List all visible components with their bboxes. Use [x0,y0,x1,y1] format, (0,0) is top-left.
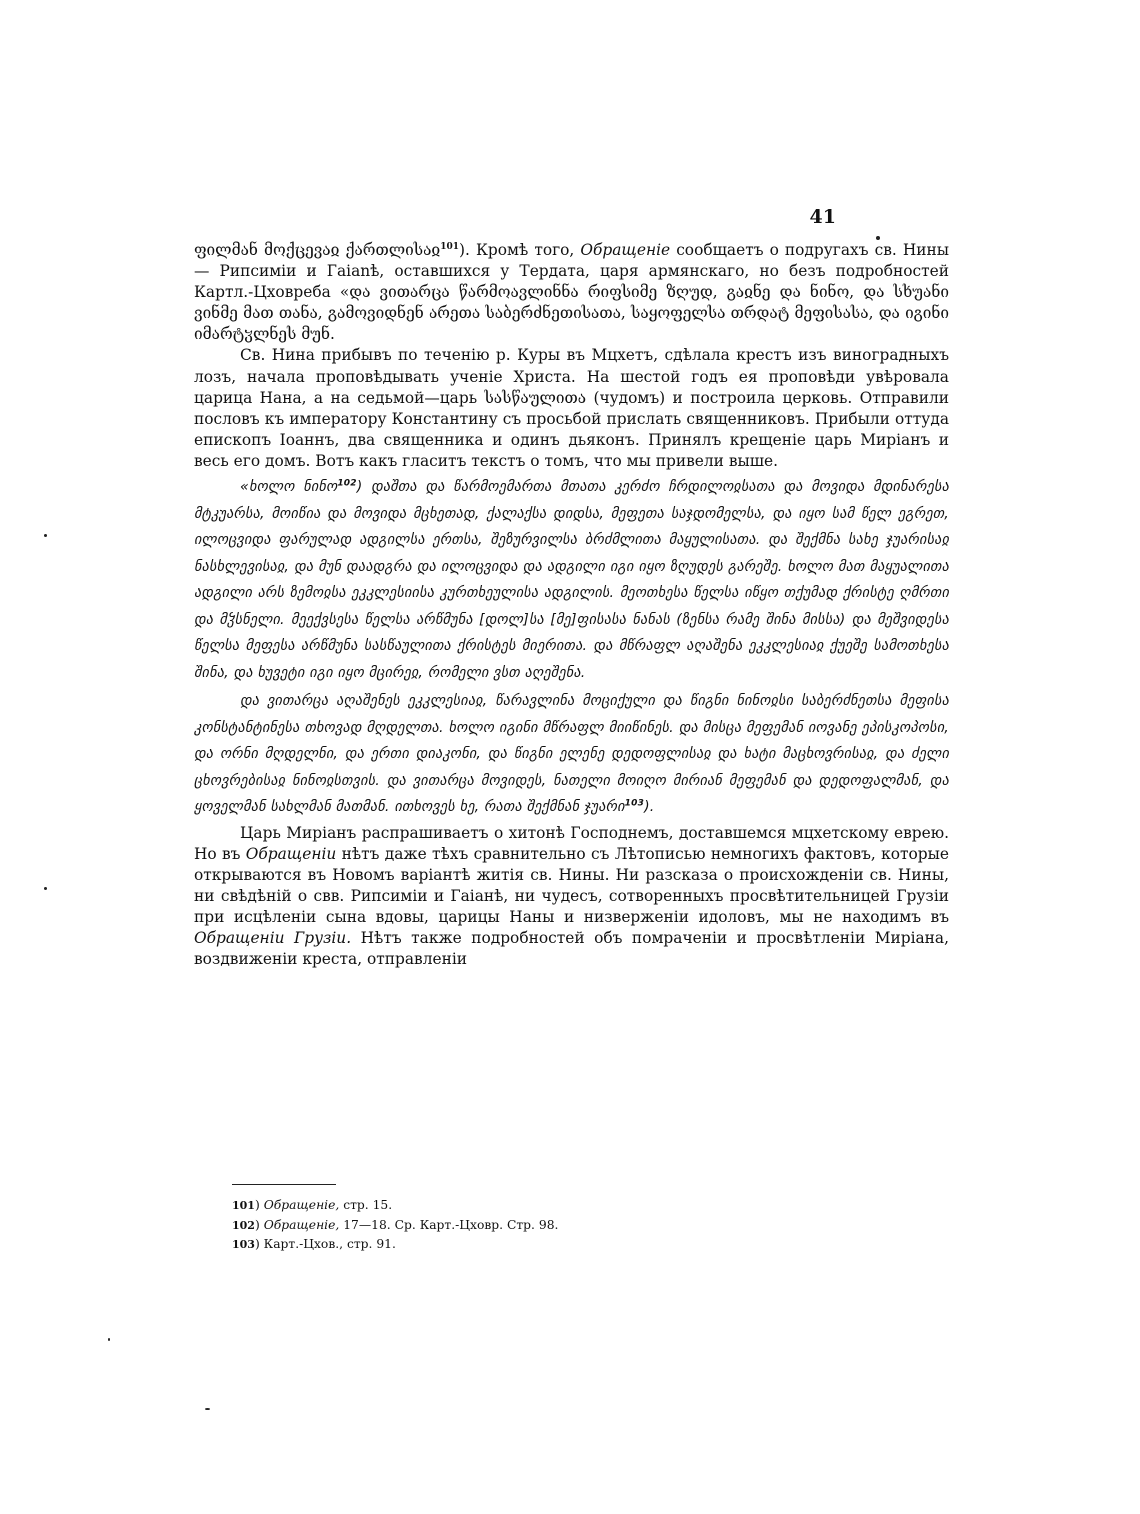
footnote-ref: 103 [624,798,645,809]
scan-speck [205,1408,210,1410]
footnote-number: 101 [232,1199,255,1212]
text-run: сообщаетъ о подругахъ св. Нины — Рипсимiи и Гаianѣ, оставшихся у Тердата, царя армянскаго, но безъ подробностей Картл.-Цховреба « [194,241,950,302]
footnote [232,1216,832,1236]
paragraph [194,823,949,971]
scan-speck [876,236,880,240]
paragraph [194,345,949,472]
georgian-text: «ხოლო ნინო [240,479,338,496]
text-run: Царь Миріанъ распрашиваетъ о хитонѣ Господнемъ, доставшемся мцхетскому еврею. Но въ [194,823,949,863]
text-run: ). Кромѣ того, [459,241,581,259]
footnote-ref: 102 [337,478,357,489]
italic-title: Обращеніи [245,844,337,863]
georgian-quote-paragraph [194,474,949,686]
text-run: ) [254,1217,264,1232]
text-run: ) Карт.-Цхов., стр. 91. [254,1237,396,1251]
footnote-ref: 101 [440,241,460,252]
italic-title: Обращеніе, [263,1217,340,1232]
body-text [194,240,949,970]
page-number: 41 [809,206,836,228]
georgian-text: ) დაშთა და წარმოემართა მთათა კერძო ჩრდილოჲსათა და მოვიდა მდინარესა მტკუარსა, მოიწია და მოვიდა მცხეთად, ქალაქსა დიდსა, მეფეთა საჯდომელსა, და იყო სამ წელ ეგრეთ, ილოცვიდა ფარულად ადგილსა ერთსა, შეზურვილსა ბრძმლითა მაყულისათა. და შექმნა სახე ჯუარისაჲ ნასხლევისაჲ, და მუნ დაადგრა და ილოცვიდა და ადგილი იგი იყო ზღუდეს გარეშე. ხოლო მათ მაყუალითა ადგილი არს ზემოჲსა ეკკლესიისა კურთხეულისა ადგილის. მეოთხესა წელსა იწყო თქუმად ქრისტე ღმრთი და მჴსნელი. მეექვსესა წელსა არწმუნა [დოლ]სა [მე]ფისასა ნანას (ზენსა რამე შინა მისსა) და მეშვიდესა წელსა მეფესა არწმუნა სასწაულითა ქრისტეს მიერითა. და მწრაფლ აღაშენა ეკკლესიაჲ ქუეშე სამოთხესა შინა, და ხუვეტი იგი იყო მცირეჲ, რომელი ვსთ აღეშენა. [194,479,949,681]
footnote-separator [232,1184,336,1185]
scan-speck [108,1338,110,1341]
footnote-number: 102 [232,1218,255,1232]
text-run: ) [254,1198,264,1212]
text-run: стр. 15. [339,1198,393,1212]
scan-speck [44,887,47,890]
footnote [232,1235,832,1255]
footnotes [232,1196,832,1255]
footnote [232,1196,832,1216]
georgian-text: და ვითარცა წარმოავლინნა რიფსიმე ზღუდ, გაჲნე და ნინო, და სხუანი ვინმე მათ თანა, გამოვიდნენ არეთა საბერძნეთისათა, საყოფელსა თრდატ მეფისასა, და იგინი იმარტჳლნეს მუნ. [194,283,949,344]
italic-title: Обращеніи Грузіи. [194,929,352,947]
footnote-number: 103 [232,1238,255,1251]
italic-title: Обращеніе, [263,1198,340,1212]
text-run: (чудомъ) и построила церковь. Отправили пословъ къ императору Константину съ просьбой прислать священниковъ. Прибыли оттуда епископъ Іоаннъ, два священника и одинъ дьяконъ. Принялъ крещеніе царь Миріанъ и весь его домъ. Вотъ какъ гласитъ текстъ о томъ, что мы привели выше. [194,388,949,470]
paragraph [194,240,949,345]
text-run: нѣтъ даже тѣхъ сравнительно съ Лѣтописью немногихъ фактовъ, которые открываются въ Новомъ варіантѣ житія св. Нины. Ни разсказа о происхожденіи св. Нины, ни свѣдѣній о свв. Рипсиміи и Гаіанѣ, ни чудесъ, сотворенныхъ просвѣтительницей Грузіи при исцѣленіи сына вдовы, царицы Наны и низверженіи идоловъ, мы не находимъ въ [194,844,949,926]
text-run: 17—18. Ср. Карт.-Цховр. Стр. 98. [339,1217,559,1232]
scan-speck [44,534,47,537]
text-run: Нѣтъ также подробностей объ помраченіи и просвѣтленіи Миріана, воздвиженіи креста, отправленіи [194,929,950,969]
text-run: ). [644,799,655,816]
georgian-text: და ვითარცა აღაშენეს ეკკლესიაჲ, წარავლინა მოციქული და წიგნი ნინოჲსი საბერძნეთსა მეფისა კონსტანტინესა თხოვად მღდელთა. ხოლო იგინი მწრაფლ მიიწინეს. და მისცა მეფემან იოვანე ეპისკოპოსი, და ორნი მღდელნი, და ერთი დიაკონი, და წიგნი ელენე დედოფლისაჲ და ხატი მაცხოვრისაჲ, და ძელი ცხოვრებისაჲ ნინოჲსთვის. და ვითარცა მოვიდეს, ნათელი მოიღო მირიან მეფემან და დედოფალმან, და ყოველმან სახლმან მათმან. ითხოვეს ხე, რათა შექმნან ჯუარი [194,693,949,816]
georgian-text: სასწაულითა [484,388,587,407]
italic-title: Обращеніе [580,241,671,259]
georgian-quote-paragraph [194,688,949,821]
georgian-text: ფილმან მოქცევაჲ ქართლისაჲ [194,241,441,259]
text-run: Св. Нина прибывъ по теченію р. Куры въ Мцхетъ, сдѣлала крестъ изъ виноградныхъ лозъ, начала проповѣдывать ученіе Христа. На шестой годъ ея проповѣди увѣровала царица Нана, а на седьмой—царь [194,346,949,407]
